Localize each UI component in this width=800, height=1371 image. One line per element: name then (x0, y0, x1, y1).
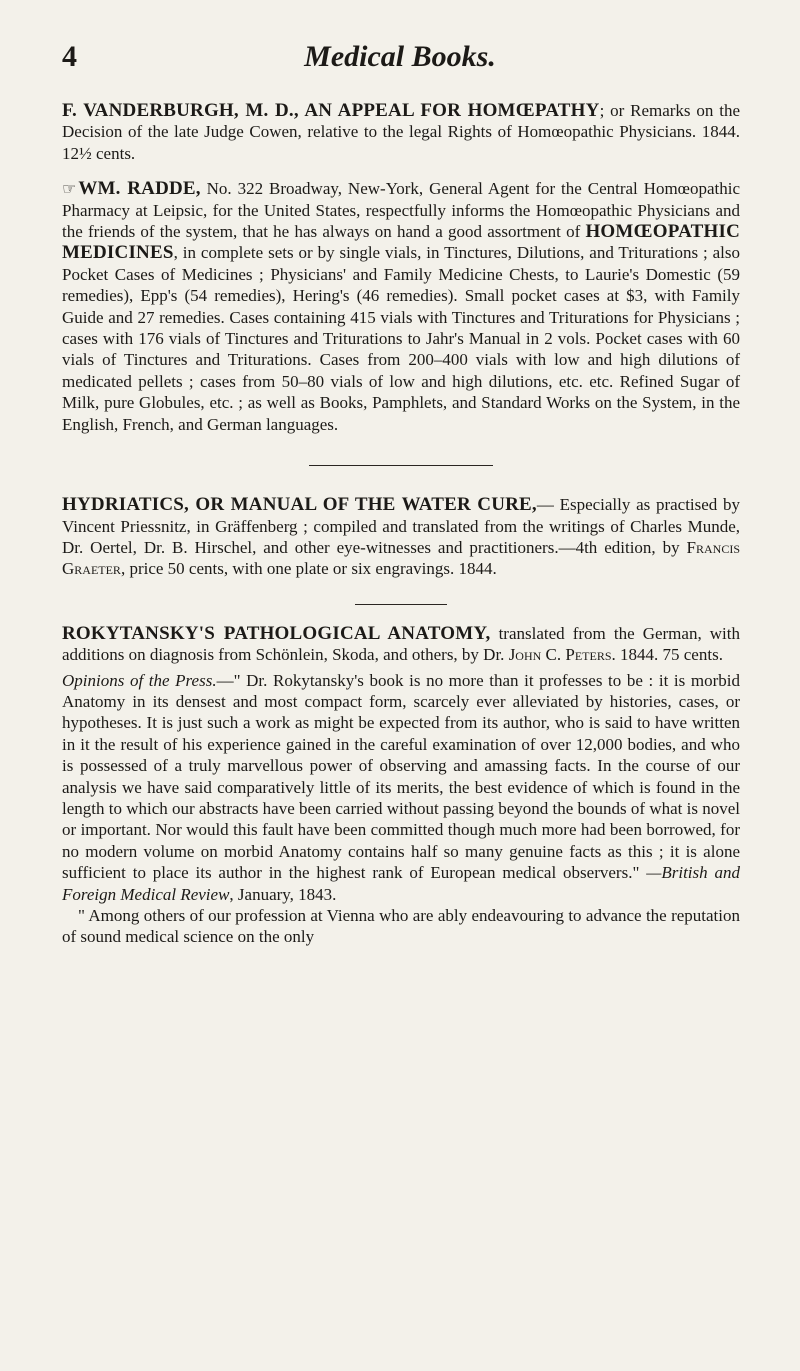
entry-text: translated from the German, with additions on diagnosis from Schönlein, Skoda, and others, by Dr. (62, 623, 740, 665)
entry-rokytansky (62, 623, 740, 666)
entry-vanderburgh (62, 100, 740, 164)
entry-heading: WM. RADDE, (78, 178, 201, 200)
entry-heading: HYDRIATICS, OR MANUAL OF THE WATER CURE, (62, 494, 537, 516)
press-opinion (62, 670, 740, 905)
quote-text: —" Dr. Rokytansky's book is no more than it professes to be : it is morbid Anatomy in its densest and most compact form, scarcely ever alleviated by histories, cases, or hypotheses. It is just such a work as might be expected from its author, who is said to have written in it the result of his experience gained in the careful examination of over 12,000 bodies, and who is possessed of a truly marvellous power of observing and amassing facts. In the course of our analysis we have said comparatively little of its merits, the best evidence of which is found in the length to which our abstracts have been carried without passing beyond the bounds of what is novel or important. Nor would this fault have been committed though much more had been borrowed, for no modern volume on morbid Anatomy contains half so many genuine facts as this ; it is alone sufficient to place its author in the highest rank of European medical observers." (62, 670, 740, 883)
page-number: 4 (62, 40, 77, 73)
section-divider (309, 465, 493, 466)
opinions-label: Opinions of the Press. (62, 670, 217, 690)
entry-text: , price 50 cents, with one plate or six engravings. 1844. (120, 559, 497, 579)
pointing-hand-icon: ☞ (62, 179, 77, 199)
entry-caps-text: HOMŒOPATHIC MEDICINES (62, 221, 740, 264)
entry-text: . 1844. 75 cents. (611, 645, 723, 665)
entry-hydriatics (62, 494, 740, 580)
quote-date: , January, 1843. (229, 884, 337, 904)
entry-author: Francis Graeter (62, 537, 740, 579)
entry-text: , in complete sets or by single vials, in Tinctures, Dilutions, and Triturations ; also Pocket Cases of Medicines ; Physicians' and Family Medicine Chests, to Laurie's Domestic (59 remedies), Epp's (54 remedies), Hering's (46 remedies). Small pocket cases at $3, with Family Guide and 27 remedies. Cases containing 415 vials with Tinctures and Triturations for Physicians ; cases with 176 vials of Tinctures and Triturations to Jahr's Manual in 2 vols. Pocket cases with 60 vials of Tinctures and Triturations. Cases from 200–400 vials with low and high dilutions of medicated pellets ; cases from 50–80 vials of low and high dilutions, etc. etc. Refined Sugar of Milk, pure Globules, etc. ; as well as Books, Pamphlets, and Standard Works on the System, in the English, French, and German languages. (62, 243, 740, 434)
page-header (0, 40, 800, 84)
running-title: Medical Books. (304, 40, 496, 73)
entry-radde (62, 178, 740, 435)
page-body (62, 100, 740, 948)
entry-heading: ROKYTANSKY'S PATHOLOGICAL ANATOMY, (62, 622, 491, 644)
quote-source: —British and Foreign Medical Review (62, 863, 740, 904)
entry-text: ; or Remarks on the Decision of the late Judge Cowen, relative to the legal Rights of Homœopathic Physicians. 1844. 12½ cents. (62, 101, 740, 163)
entry-text: No. 322 Broadway, New-York, General Agent for the Central Homœopathic Pharmacy at Leipsic, for the United States, respectfully informs the Homœopathic Physicians and the friends of the system, that he has always on hand a good assortment of (62, 179, 740, 242)
entry-heading: F. VANDERBURGH, M. D., AN APPEAL FOR HOMŒPATHY (62, 100, 600, 121)
press-opinion-continued: " Among others of our profession at Vienna who are ably endeavouring to advance the reputation of sound medical science on the only (62, 906, 740, 947)
entry-author: John C. Peters (508, 645, 612, 665)
section-divider (355, 604, 447, 605)
entry-text: — Especially as practised by Vincent Priessnitz, in Gräffenberg ; compiled and translated from the writings of Charles Munde, Dr. Oertel, Dr. B. Hirschel, and other eye-witnesses and practitioners.—4th edition, by (62, 495, 741, 557)
